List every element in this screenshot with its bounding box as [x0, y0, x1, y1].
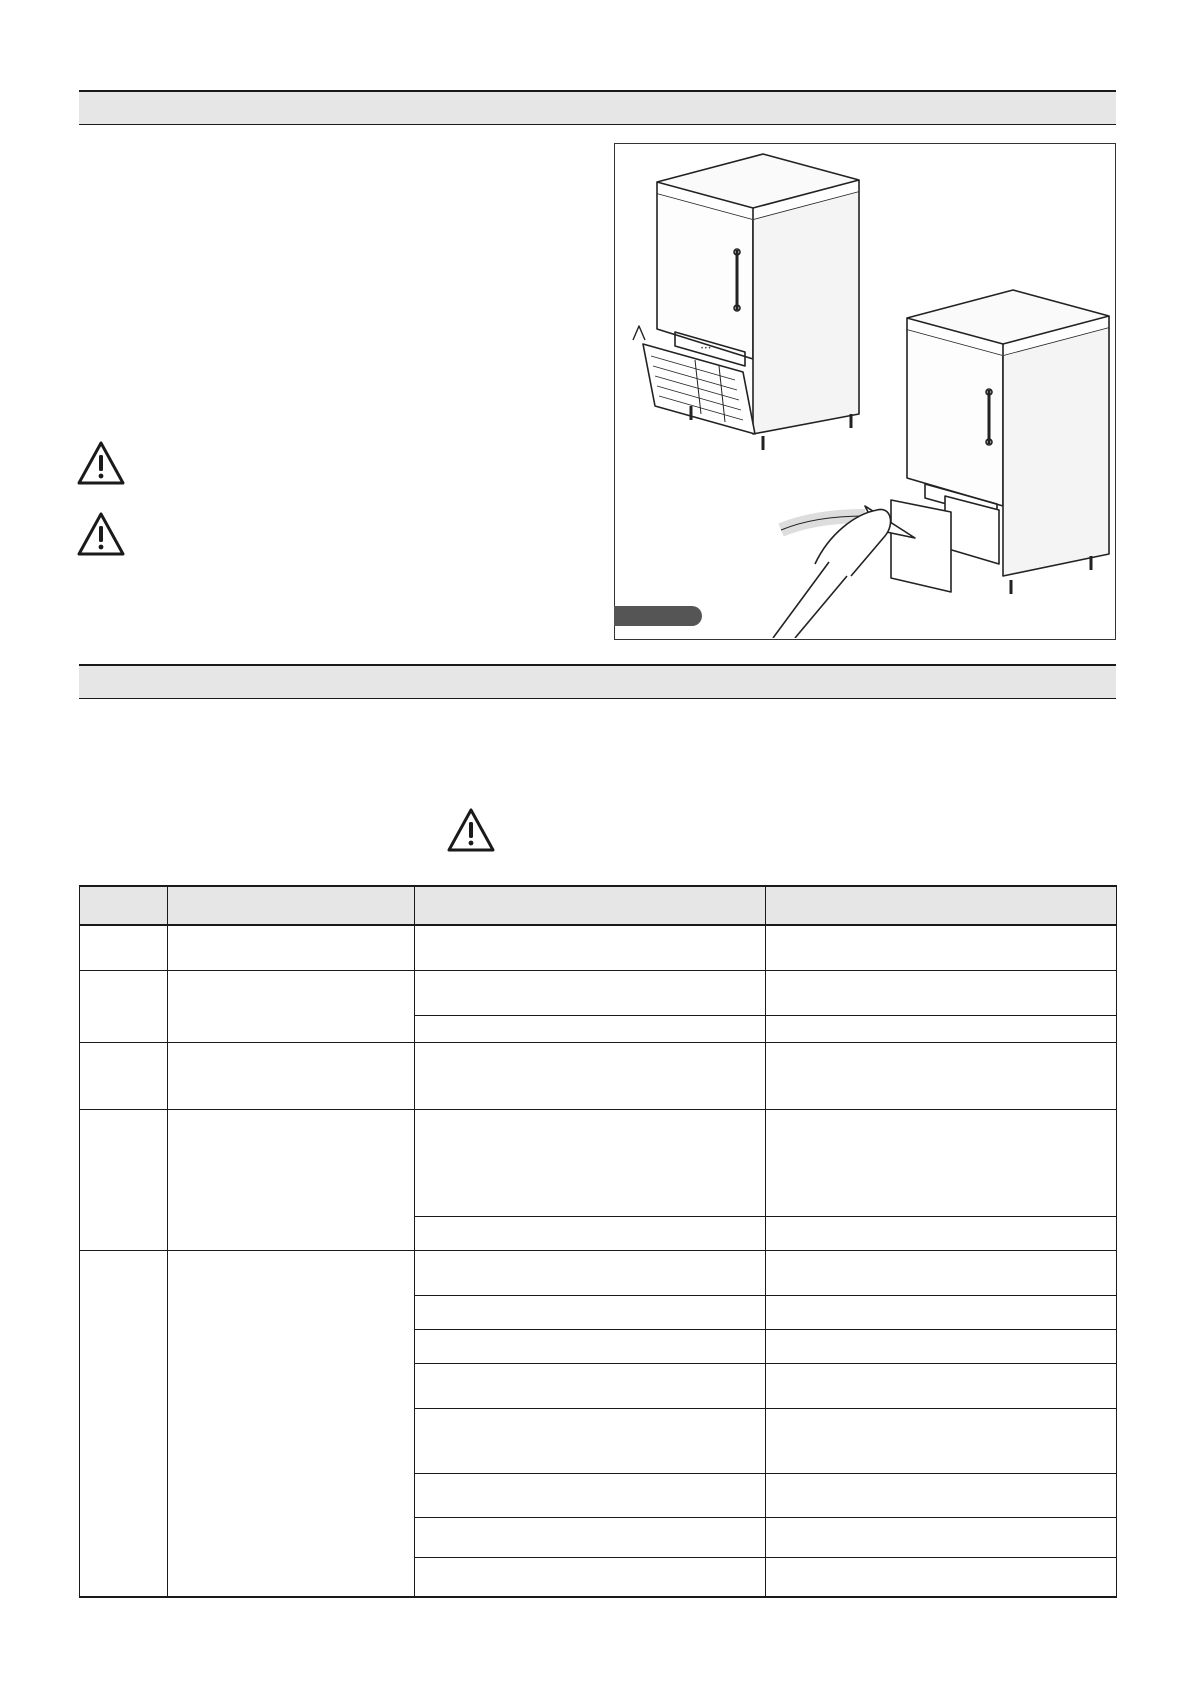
cell-cause [415, 1408, 766, 1473]
cell-remedy [766, 1557, 1117, 1597]
cell-cause [415, 1042, 766, 1109]
warning-icon [76, 440, 126, 486]
cell-cause [415, 1363, 766, 1408]
column-header-fault [168, 886, 415, 925]
column-header-number [80, 886, 168, 925]
table-row [80, 1109, 1117, 1216]
cell-remedy [766, 1042, 1117, 1109]
cell-fault [168, 1042, 415, 1109]
table-row [80, 1042, 1117, 1109]
cell-cause [415, 1015, 766, 1042]
cell-number [80, 925, 168, 970]
cell-cause [415, 1109, 766, 1216]
cell-remedy [766, 1363, 1117, 1408]
cell-remedy [766, 1216, 1117, 1250]
cell-number [80, 1109, 168, 1250]
table-header-row [80, 886, 1117, 925]
cell-number [80, 1250, 168, 1597]
cell-fault [168, 1250, 415, 1597]
cell-fault [168, 925, 415, 970]
column-header-cause [415, 886, 766, 925]
cell-cause [415, 1216, 766, 1250]
cell-remedy [766, 1329, 1117, 1363]
cell-cause [415, 925, 766, 970]
column-header-remedy [766, 886, 1117, 925]
cell-remedy [766, 925, 1117, 970]
cell-remedy [766, 1015, 1117, 1042]
cell-cause [415, 970, 766, 1015]
cell-fault [168, 970, 415, 1042]
warning-icon [76, 511, 126, 557]
svg-text:• • •: • • • [701, 346, 711, 352]
cell-number [80, 1042, 168, 1109]
cell-cause [415, 1557, 766, 1597]
cell-cause [415, 1250, 766, 1295]
cell-remedy [766, 1473, 1117, 1517]
troubleshooting-table [79, 885, 1117, 1598]
table-row [80, 970, 1117, 1015]
figure-illustration-box [614, 143, 1116, 640]
table-row [80, 925, 1117, 970]
cell-cause [415, 1517, 766, 1557]
cell-remedy [766, 1250, 1117, 1295]
section-header-troubleshooting [79, 664, 1116, 699]
cell-cause [415, 1329, 766, 1363]
cell-fault [168, 1109, 415, 1250]
cell-remedy [766, 1295, 1117, 1329]
cell-remedy [766, 1408, 1117, 1473]
cell-number [80, 970, 168, 1042]
cell-remedy [766, 970, 1117, 1015]
blast-chiller-illustration [615, 144, 1114, 638]
cell-cause [415, 1473, 766, 1517]
figure-label [614, 606, 702, 626]
cell-remedy [766, 1109, 1117, 1216]
table-row [80, 1250, 1117, 1295]
warning-icon [446, 807, 496, 853]
cell-cause [415, 1295, 766, 1329]
section-header-cleaning [79, 90, 1116, 125]
cell-remedy [766, 1517, 1117, 1557]
